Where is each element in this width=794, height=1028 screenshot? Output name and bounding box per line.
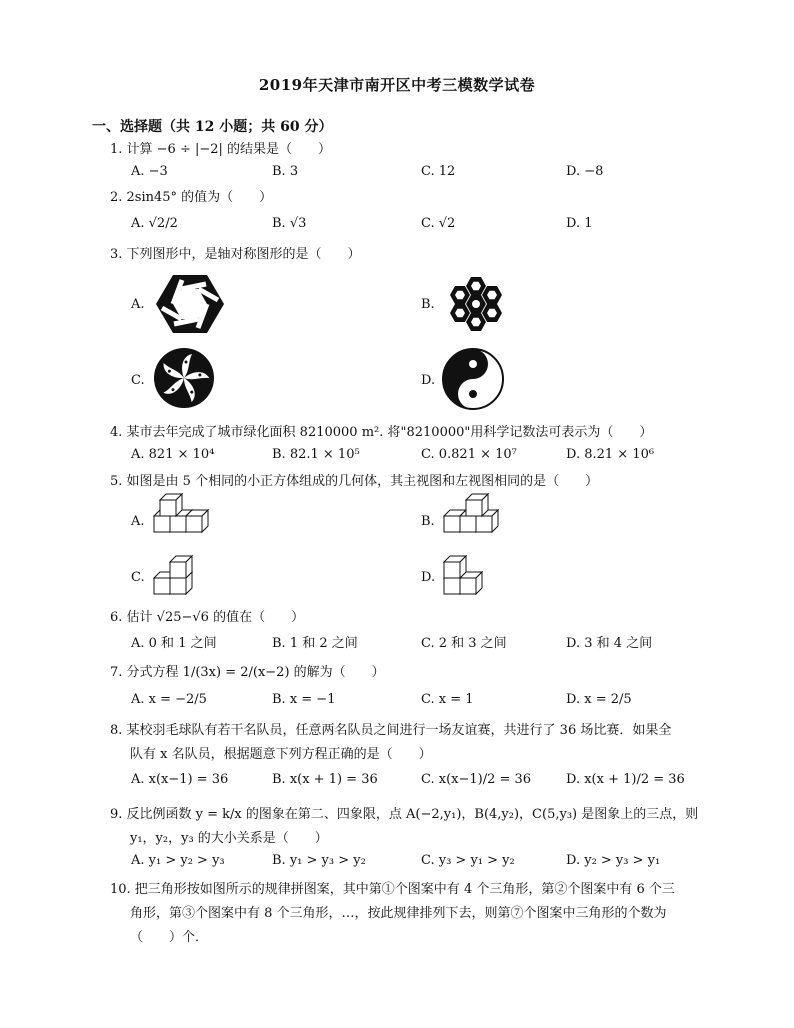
cube-figure-c (150, 550, 210, 598)
q9-option-a[interactable]: A. y₁ > y₂ > y₃ (131, 853, 225, 868)
q8-option-c[interactable]: C. x(x−1)/2 = 36 (421, 772, 532, 787)
q7-option-d[interactable]: D. x = 2/5 (566, 692, 632, 707)
q6-option-d[interactable]: D. 3 和 4 之间 (566, 636, 653, 651)
question-10-line-1: 10. 把三角形按如图所示的规律拼图案，其中第①个图案中有 4 个三角形，第②个图案中有 6 个三 (110, 882, 675, 897)
q1-option-a[interactable]: A. −3 (131, 164, 168, 179)
q3-label-a[interactable]: A. (131, 297, 145, 312)
question-10-line-2: 角形，第③个图案中有 8 个三角形，…，按此规律排列下去，则第⑦个图案中三角形的个数为 (130, 906, 667, 921)
q4-option-c[interactable]: C. 0.821 × 10⁷ (421, 447, 517, 462)
question-5-stem: 5. 如图是由 5 个相同的小正方体组成的几何体，其主视图和左视图相同的是（ ） (110, 474, 599, 489)
q7-option-b[interactable]: B. x = −1 (272, 692, 336, 707)
question-9-line-1: 9. 反比例函数 y = k/x 的图象在第二、四象限，点 A(−2,y₁)，B(4,y₂)，C(5,y₃) 是图象上的三点，则 (110, 807, 699, 822)
q1-option-d[interactable]: D. −8 (566, 164, 604, 179)
q5-label-a[interactable]: A. (131, 514, 145, 529)
question-1-stem: 1. 计算 −6 ÷ |−2| 的结果是（ ） (110, 142, 332, 157)
question-9-line-2: y₁，y₂，y₃ 的大小关系是（ ） (130, 831, 328, 846)
question-6-stem: 6. 估计 √25−√6 的值在（ ） (110, 610, 305, 625)
question-3-stem: 3. 下列图形中，是轴对称图形的是（ ） (110, 247, 361, 262)
q6-option-a[interactable]: A. 0 和 1 之间 (131, 636, 217, 651)
q4-option-b[interactable]: B. 82.1 × 10⁵ (272, 447, 360, 462)
q4-option-a[interactable]: A. 821 × 10⁴ (131, 447, 215, 462)
q8-option-a[interactable]: A. x(x−1) = 36 (131, 772, 229, 787)
flower-circle-figure (152, 346, 216, 410)
q6-option-b[interactable]: B. 1 和 2 之间 (272, 636, 358, 651)
section-heading: 一、选择题（共 12 小题；共 60 分） (92, 119, 333, 135)
question-4-stem: 4. 某市去年完成了城市绿化面积 8210000 m². 将"8210000"用科学记数法可表示为（ ） (110, 425, 653, 440)
page-title: 2019年天津市南开区中考三模数学试卷 (258, 76, 536, 94)
question-2-stem: 2. 2sin45° 的值为（ ） (110, 190, 273, 205)
q5-label-c[interactable]: C. (131, 570, 145, 585)
q2-option-b[interactable]: B. √3 (272, 216, 307, 231)
cube-figure-a (150, 494, 222, 538)
swirl-hexagon-figure (154, 271, 226, 337)
question-8-line-2: 队有 x 名队员，根据题意下列方程正确的是（ ） (130, 747, 432, 762)
q9-option-d[interactable]: D. y₂ > y₃ > y₁ (566, 853, 661, 868)
q7-option-a[interactable]: A. x = −2/5 (131, 692, 207, 707)
cube-figure-d (440, 550, 500, 598)
hexagon-flower-figure (443, 273, 509, 335)
q6-option-c[interactable]: C. 2 和 3 之间 (421, 636, 507, 651)
question-7-stem: 7. 分式方程 1/(3x) = 2/(x−2) 的解为（ ） (110, 665, 385, 680)
q4-option-d[interactable]: D. 8.21 × 10⁶ (566, 447, 655, 462)
q2-option-a[interactable]: A. √2/2 (131, 216, 178, 231)
q2-option-d[interactable]: D. 1 (566, 216, 593, 231)
question-10-line-3: （ ）个． (130, 930, 209, 945)
cube-figure-b (440, 494, 512, 538)
q3-label-b[interactable]: B. (421, 297, 435, 312)
q8-option-d[interactable]: D. x(x + 1)/2 = 36 (566, 772, 685, 787)
q1-option-c[interactable]: C. 12 (421, 164, 456, 179)
q5-label-b[interactable]: B. (421, 514, 435, 529)
yin-yang-figure (441, 347, 505, 411)
q1-option-b[interactable]: B. 3 (272, 164, 299, 179)
q7-option-c[interactable]: C. x = 1 (421, 692, 474, 707)
question-8-line-1: 8. 某校羽毛球队有若干名队员，任意两名队员之间进行一场友谊赛，共进行了 36 场比赛．如果全 (110, 723, 672, 738)
q2-option-c[interactable]: C. √2 (421, 216, 456, 231)
q3-label-d[interactable]: D. (421, 373, 436, 388)
q9-option-c[interactable]: C. y₃ > y₁ > y₂ (421, 853, 515, 868)
q5-label-d[interactable]: D. (421, 570, 436, 585)
q8-option-b[interactable]: B. x(x + 1) = 36 (272, 772, 378, 787)
q9-option-b[interactable]: B. y₁ > y₃ > y₂ (272, 853, 366, 868)
q3-label-c[interactable]: C. (131, 373, 145, 388)
